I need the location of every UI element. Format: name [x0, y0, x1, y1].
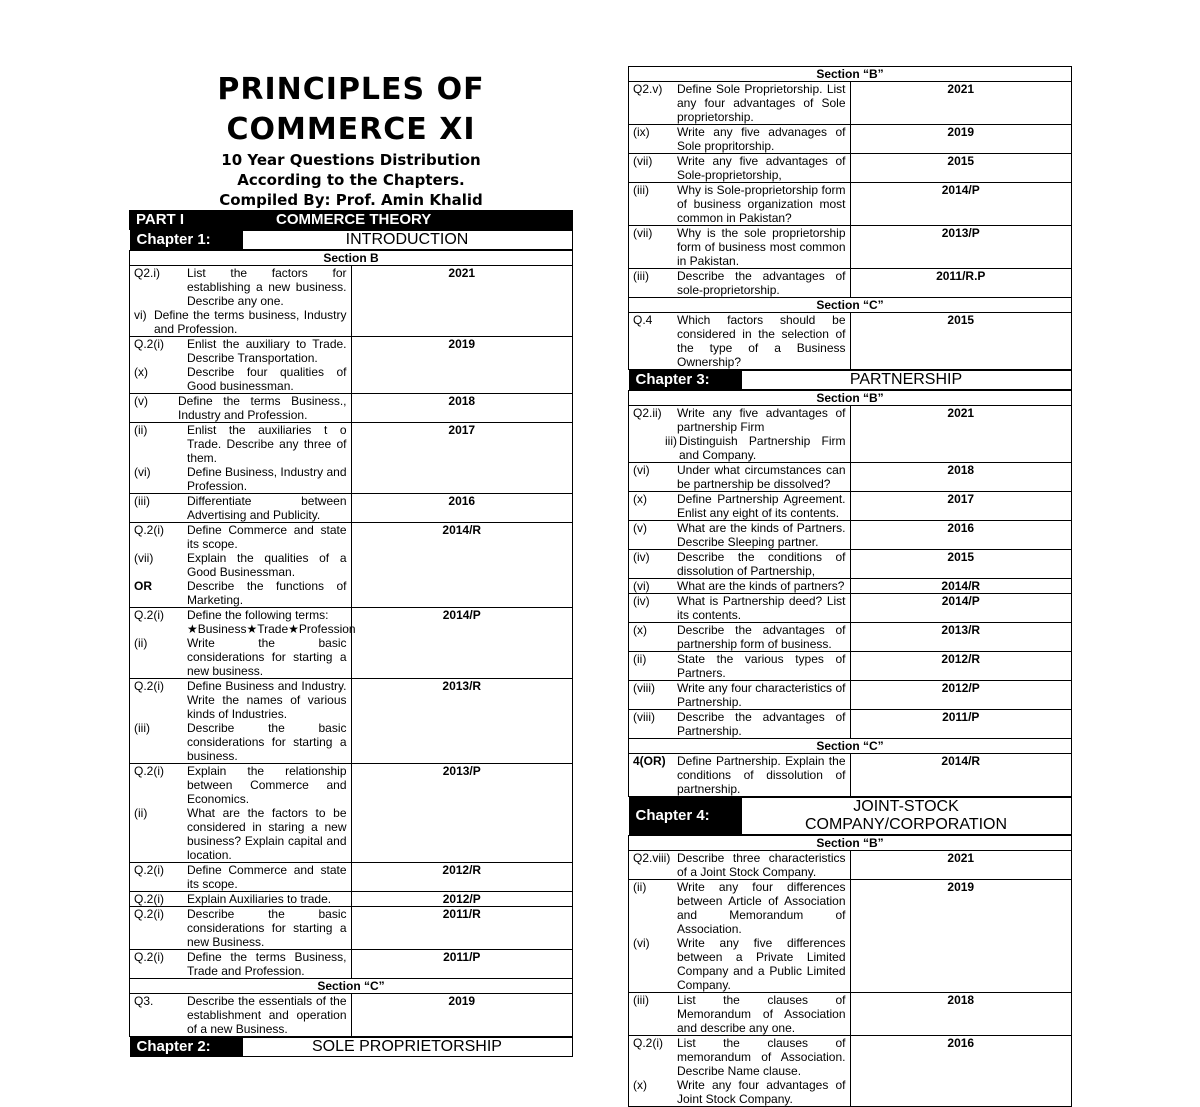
- question-text: Describe three characteristics of a Joint Stock Company.: [677, 851, 846, 879]
- question-ref: (iv): [633, 550, 650, 564]
- table-row: [629, 880, 1072, 993]
- question-ref: (vi): [633, 936, 650, 950]
- question-text: Write any four advantages of Joint Stock Company.: [677, 1078, 846, 1106]
- question-text: Define Business and Industry. Write the names of various kinds of Industries.: [187, 679, 347, 721]
- part-label: PART I: [136, 211, 185, 228]
- table-row: [629, 754, 1072, 797]
- table-row: [629, 492, 1072, 521]
- table-row: [629, 154, 1072, 183]
- question-text: Describe the basic considerations for starting a new Business.: [187, 907, 347, 949]
- question-text: Write any four characteristics of Partnership.: [677, 681, 846, 709]
- section-heading: Section “B”: [629, 67, 1072, 82]
- question-text: Describe the functions of Marketing.: [187, 579, 347, 607]
- question-text: Explain the relationship between Commerce and Economics.: [187, 764, 347, 806]
- question-text: Enlist the auxiliaries t o Trade. Describe any three of them.: [187, 423, 347, 465]
- question-ref: (vi): [633, 579, 650, 593]
- year-cell: 2019: [850, 880, 1072, 993]
- chapter-2-header: [130, 1037, 573, 1057]
- year-cell: 2014/P: [850, 183, 1072, 226]
- table-row: [629, 851, 1072, 880]
- year-cell: 2015: [850, 550, 1072, 579]
- question-text: What are the factors to be considered in staring a new business? Explain capital and location.: [187, 806, 347, 862]
- question-ref: (ix): [633, 125, 650, 139]
- chapter-name-line2: COMPANY/CORPORATION: [804, 816, 1008, 833]
- table-row: [629, 579, 1072, 594]
- table-row: [130, 394, 573, 423]
- year-cell: 2013/P: [850, 226, 1072, 269]
- question-ref: (ii): [134, 806, 148, 820]
- table-row: [629, 463, 1072, 492]
- table-row: [629, 550, 1072, 579]
- question-text: Define the following terms:: [187, 608, 329, 622]
- question-text: Describe the advantages of sole-proprietorship.: [677, 269, 846, 297]
- question-text: Describe the basic considerations for starting a business.: [187, 721, 347, 763]
- section-heading: Section “C”: [629, 739, 1072, 754]
- chapter-label: Chapter 3:: [630, 371, 742, 389]
- year-cell: 2012/P: [351, 892, 573, 907]
- year-cell: 2021: [351, 266, 573, 337]
- table-row: [130, 994, 573, 1037]
- question-text: List the factors for establishing a new business. Describe any one.: [187, 266, 347, 308]
- question-ref: 4(OR): [633, 754, 666, 768]
- question-ref: (v): [633, 521, 647, 535]
- right-column: [628, 66, 1072, 1107]
- question-text: Define Partnership Agreement. Enlist any eight of its contents.: [677, 492, 846, 520]
- question-text: Define the terms Business., Industry and Profession.: [178, 394, 347, 422]
- question-ref: (ii): [633, 880, 647, 894]
- question-ref: (x): [633, 1078, 647, 1092]
- question-ref: (iii): [633, 269, 649, 283]
- table-row: [629, 406, 1072, 463]
- chapter-name: PARTNERSHIP: [849, 371, 963, 388]
- question-text: Define Partnership. Explain the conditions of dissolution of partnership.: [677, 754, 846, 796]
- doc-subtitle-3: Compiled By: Prof. Amin Khalid: [219, 191, 483, 209]
- question-text: List the clauses of memorandum of Association. Describe Name clause.: [677, 1036, 846, 1078]
- chapter-label: Chapter 2:: [131, 1038, 243, 1056]
- chapter-name: [742, 798, 1071, 834]
- doc-subtitle-2: According to the Chapters.: [237, 171, 465, 189]
- question-text: Describe the advantages of partnership form of business.: [677, 623, 846, 651]
- year-cell: 2015: [850, 154, 1072, 183]
- table-row: [130, 423, 573, 494]
- table-row: [629, 594, 1072, 623]
- question-text: Explain Auxiliaries to trade.: [187, 892, 332, 906]
- table-row: [629, 226, 1072, 269]
- table-row: [629, 710, 1072, 739]
- table-row: [130, 892, 573, 907]
- question-text: What are the kinds of Partners. Describe Sleeping partner.: [677, 521, 846, 549]
- question-ref: Q.2(i): [134, 907, 164, 921]
- year-cell: 2019: [351, 337, 573, 394]
- year-cell: 2012/R: [850, 652, 1072, 681]
- table-row: [629, 623, 1072, 652]
- table-row: [629, 681, 1072, 710]
- chapter-1-table: [129, 210, 573, 1057]
- question-ref: (x): [633, 492, 647, 506]
- year-cell: 2011/R.P: [850, 269, 1072, 298]
- question-ref: Q.2(i): [134, 950, 164, 964]
- year-cell: 2012/P: [850, 681, 1072, 710]
- left-column: [129, 70, 573, 1057]
- question-ref: (vii): [134, 551, 154, 565]
- table-row: [130, 337, 573, 394]
- doc-subtitle-1: 10 Year Questions Distribution: [221, 151, 481, 169]
- chapter-label: Chapter 1:: [131, 231, 243, 249]
- term-profession: ★Profession: [288, 622, 356, 636]
- year-cell: 2019: [351, 994, 573, 1037]
- year-cell: 2015: [850, 313, 1072, 370]
- question-ref: Q2.v): [633, 82, 663, 96]
- year-cell: 2013/R: [850, 623, 1072, 652]
- chapter-2-table: [628, 66, 1072, 1107]
- question-ref: Q3.: [134, 994, 154, 1008]
- question-text: Describe the essentials of the establishment and operation of a new Business.: [187, 994, 347, 1036]
- question-ref: (x): [134, 365, 148, 379]
- table-row: [629, 1036, 1072, 1107]
- question-ref: (iv): [633, 594, 650, 608]
- part-header: [130, 211, 573, 230]
- question-text: Define Business, Industry and Profession.: [187, 465, 347, 493]
- question-ref: Q.2(i): [134, 679, 164, 693]
- term-business: ★Business: [187, 622, 247, 636]
- table-row: [130, 523, 573, 608]
- question-ref: OR: [134, 579, 152, 593]
- question-ref: Q.2(i): [134, 764, 164, 778]
- table-row: [629, 652, 1072, 681]
- question-text: Write the basic considerations for starting a new business.: [187, 636, 347, 678]
- year-cell: 2014/R: [351, 523, 573, 608]
- question-text: Define the terms business, Industry and Profession.: [154, 308, 347, 336]
- year-cell: 2018: [850, 993, 1072, 1036]
- chapter-label: Chapter 4:: [630, 798, 742, 834]
- chapter-name: INTRODUCTION: [345, 231, 469, 248]
- table-row: [629, 993, 1072, 1036]
- year-cell: 2018: [850, 463, 1072, 492]
- section-heading: Section “C”: [130, 979, 573, 994]
- question-text: Define the terms Business, Trade and Profession.: [187, 950, 347, 978]
- year-cell: 2011/P: [850, 710, 1072, 739]
- question-ref: (vii): [633, 226, 653, 240]
- question-text: Define Sole Proprietorship. List any four advantages of Sole proprietorship.: [677, 82, 846, 124]
- year-cell: 2014/R: [850, 754, 1072, 797]
- question-ref: (x): [633, 623, 647, 637]
- question-ref: (viii): [633, 710, 655, 724]
- question-text: Describe four qualities of Good businessman.: [187, 365, 347, 393]
- year-cell: 2021: [850, 82, 1072, 125]
- table-row: [130, 764, 573, 863]
- section-heading: Section “C”: [629, 298, 1072, 313]
- question-text: Why is Sole-proprietorship form of business organization most common in Pakistan?: [677, 183, 846, 225]
- table-row: [130, 679, 573, 764]
- question-text: Why is the sole proprietorship form of business most common in Pakistan.: [677, 226, 846, 268]
- question-ref: Q2.viii): [633, 851, 671, 865]
- table-row: [130, 907, 573, 950]
- question-ref: (vii): [633, 154, 653, 168]
- question-text: Write any five advanages of Sole propritorship.: [677, 125, 846, 153]
- question-ref: (iii): [633, 993, 649, 1007]
- year-cell: 2021: [850, 406, 1072, 463]
- question-ref: Q.2(i): [134, 337, 164, 351]
- table-row: [629, 313, 1072, 370]
- question-ref: (ii): [134, 423, 148, 437]
- question-ref: Q2.ii): [633, 406, 662, 420]
- table-row: [130, 608, 573, 679]
- year-cell: 2019: [850, 125, 1072, 154]
- question-ref: Q.2(i): [134, 608, 164, 622]
- question-text: Write any five advantages of partnership Firm: [677, 406, 846, 434]
- question-text: Which factors should be considered in the selection of the type of a Business Ownership?: [677, 313, 846, 369]
- question-ref: Q.2(i): [134, 892, 164, 906]
- question-text: Distinguish Partnership Firm and Company.: [679, 434, 846, 462]
- year-cell: 2021: [850, 851, 1072, 880]
- question-text: Write any four differences between Article of Association and Memorandum of Association.: [677, 880, 846, 936]
- table-row: [629, 82, 1072, 125]
- question-ref: Q2.i): [134, 266, 161, 280]
- question-ref: vi): [134, 308, 147, 322]
- question-text: Explain the qualities of a Good Businessman.: [187, 551, 347, 579]
- doc-title-line2: COMMERCE XI: [226, 112, 476, 147]
- question-ref: (iii): [134, 494, 150, 508]
- doc-title-line1: PRINCIPLES OF: [217, 72, 485, 107]
- question-text: Write any five differences between a Private Limited Company and a Public Limited Company.: [677, 936, 846, 992]
- question-ref: Q.4: [633, 313, 653, 327]
- chapter-3-header: [629, 370, 1072, 390]
- question-text: Define Commerce and state its scope.: [187, 863, 347, 891]
- question-ref: (viii): [633, 681, 655, 695]
- question-text: Enlist the auxiliary to Trade. Describe Transportation.: [187, 337, 347, 365]
- table-row: [629, 521, 1072, 550]
- part-name: COMMERCE THEORY: [276, 211, 432, 228]
- question-ref: (ii): [134, 636, 148, 650]
- question-text: List the clauses of Memorandum of Association and describe any one.: [677, 993, 846, 1035]
- question-ref: (iii): [134, 721, 150, 735]
- question-ref: Q.2(i): [633, 1036, 663, 1050]
- chapter-name-line1: JOINT-STOCK: [853, 798, 959, 815]
- question-ref: (ii): [633, 652, 647, 666]
- term-trade: ★Trade: [246, 622, 289, 636]
- chapter-4-header: [629, 797, 1072, 835]
- table-row: [130, 494, 573, 523]
- year-cell: 2013/R: [351, 679, 573, 764]
- year-cell: 2014/R: [850, 579, 1072, 594]
- year-cell: 2011/R: [351, 907, 573, 950]
- question-text: Describe the conditions of dissolution of Partnership,: [677, 550, 846, 578]
- table-row: [629, 125, 1072, 154]
- question-ref: (vi): [633, 463, 650, 477]
- year-cell: 2013/P: [351, 764, 573, 863]
- question-text: Under what circumstances can be partnership be dissolved?: [677, 463, 846, 491]
- table-row: [130, 266, 573, 337]
- section-heading: Section “B”: [629, 391, 1072, 406]
- year-cell: 2016: [850, 521, 1072, 550]
- chapter-name: SOLE PROPRIETORSHIP: [312, 1038, 502, 1055]
- question-ref: (vi): [134, 465, 151, 479]
- question-text: Define Commerce and state its scope.: [187, 523, 347, 551]
- table-row: [629, 183, 1072, 226]
- table-row: [130, 863, 573, 892]
- question-ref: (iii): [633, 183, 649, 197]
- question-text: What is Partnership deed? List its contents.: [677, 594, 846, 622]
- year-cell: 2014/P: [351, 608, 573, 679]
- section-heading: Section B: [130, 251, 573, 266]
- question-text: What are the kinds of partners?: [677, 579, 845, 593]
- table-row: [629, 269, 1072, 298]
- question-ref: Q.2(i): [134, 523, 164, 537]
- year-cell: 2014/P: [850, 594, 1072, 623]
- year-cell: 2018: [351, 394, 573, 423]
- year-cell: 2012/R: [351, 863, 573, 892]
- question-ref: (v): [134, 394, 148, 408]
- year-cell: 2017: [351, 423, 573, 494]
- year-cell: 2017: [850, 492, 1072, 521]
- table-row: [130, 950, 573, 979]
- question-text: Differentiate between Advertising and Publicity.: [187, 494, 347, 522]
- year-cell: 2016: [850, 1036, 1072, 1107]
- question-text: State the various types of Partners.: [677, 652, 846, 680]
- section-heading: Section “B”: [629, 836, 1072, 851]
- question-text: Write any five advantages of Sole-proprietorship,: [677, 154, 846, 182]
- year-cell: 2011/P: [351, 950, 573, 979]
- question-ref: Q.2(i): [134, 863, 164, 877]
- chapter-1-header: [130, 230, 573, 250]
- question-text: Describe the advantages of Partnership.: [677, 710, 846, 738]
- year-cell: 2016: [351, 494, 573, 523]
- question-ref: iii): [665, 434, 677, 448]
